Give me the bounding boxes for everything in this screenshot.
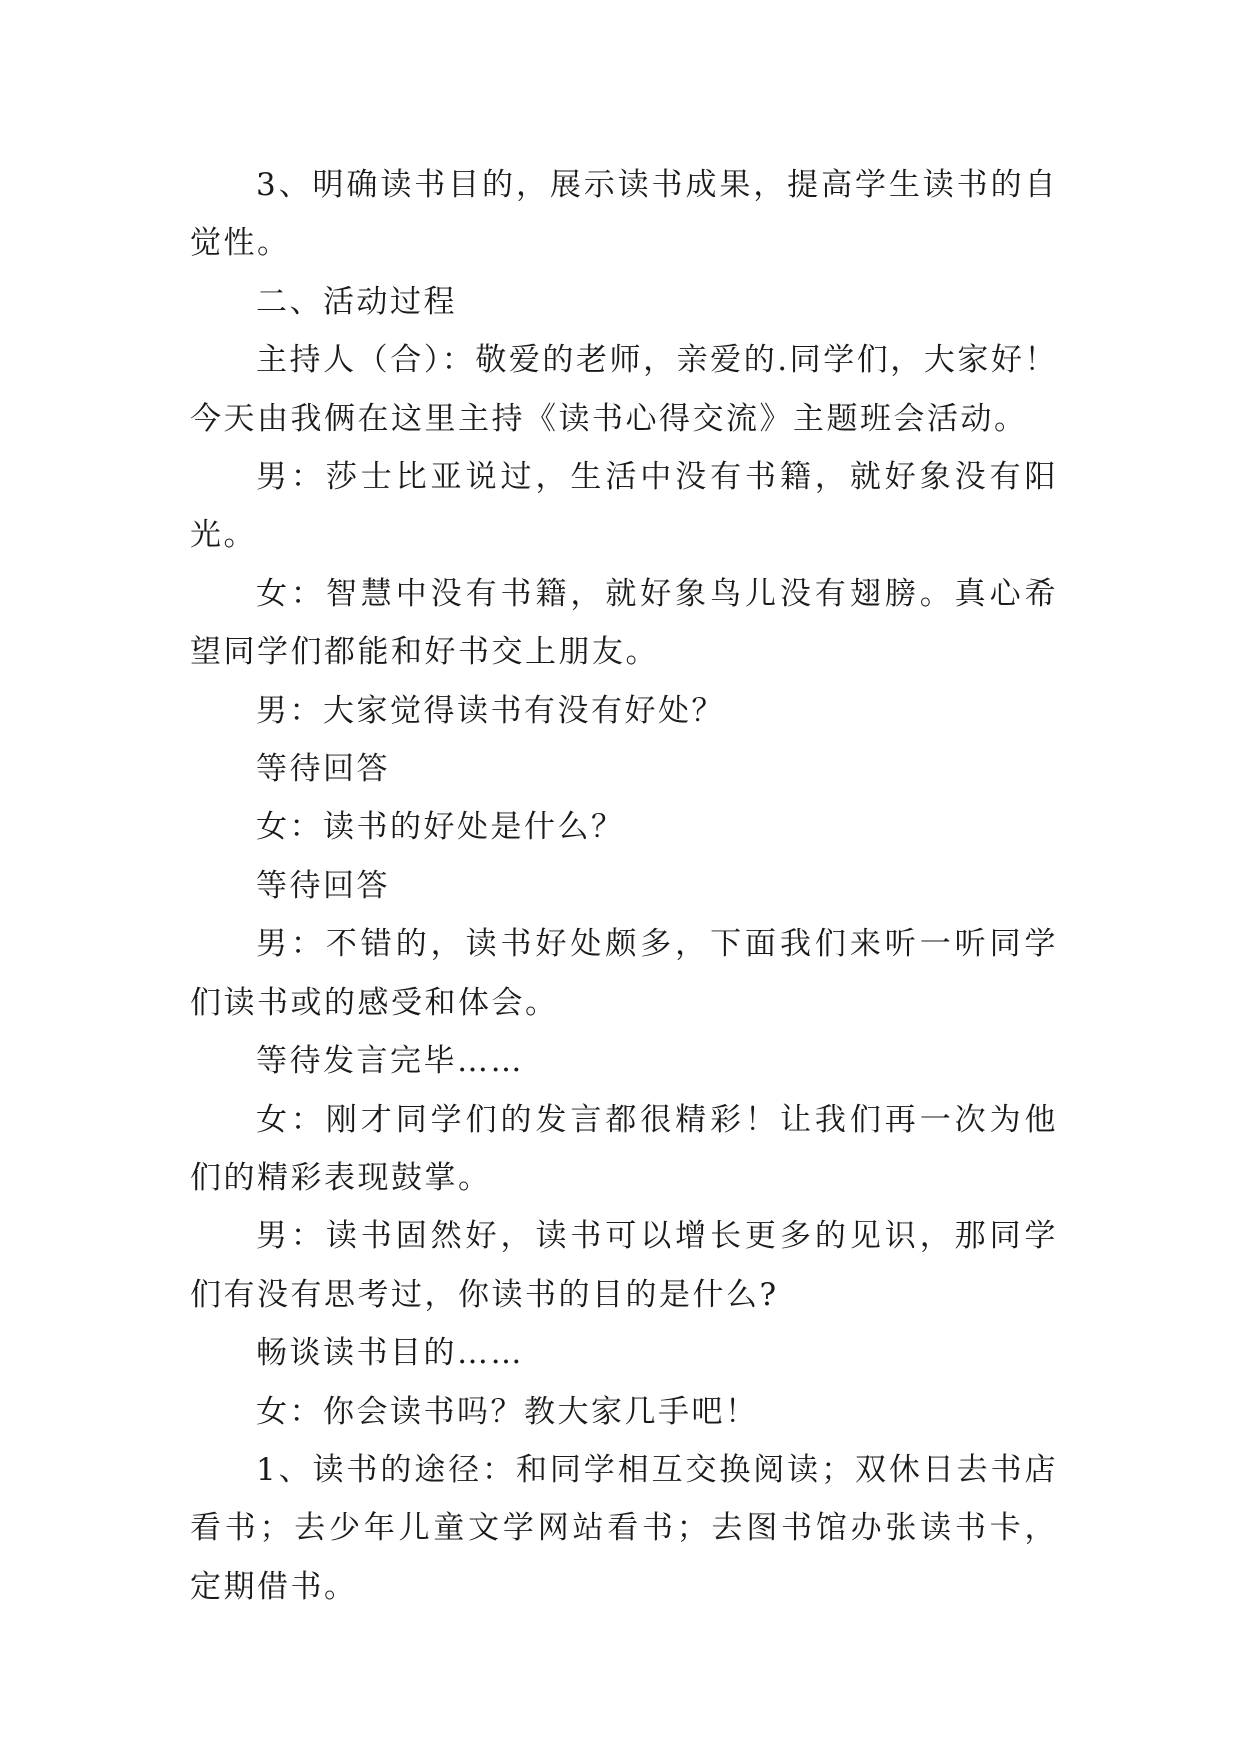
paragraph-wait-speech: 等待发言完毕……: [256, 1043, 524, 1080]
paragraph-female-applause: 女：刚才同学们的发言都很精彩！让我们再一次为他们的精彩表现鼓掌。: [190, 1101, 1058, 1196]
paragraph-female-wisdom: 女：智慧中没有书籍，就好象鸟儿没有翅膀。真心希望同学们都能和好书交上朋友。: [190, 575, 1058, 671]
paragraph-wait-answer-1: 等待回答: [256, 751, 390, 788]
paragraph-wait-answer-2: 等待回答: [256, 867, 390, 904]
paragraph-male-listen: 男：不错的，读书好处颇多，下面我们来听一听同学们读书或的感受和体会。: [190, 926, 1058, 1021]
paragraph-discuss-purpose: 畅谈读书目的……: [256, 1335, 524, 1372]
paragraph-male-question-benefit: 男：大家觉得读书有没有好处？: [256, 692, 725, 729]
paragraph-male-purpose: 男：读书固然好，读书可以增长更多的见识，那同学们有没有思考过，你读书的目的是什么?: [190, 1218, 1058, 1313]
paragraph-female-question-what: 女：读书的好处是什么？: [256, 809, 625, 846]
paragraph-goal-3: 3、明确读书目的，展示读书成果，提高学生读书的自觉性。: [190, 167, 1058, 262]
paragraph-male-shakespeare: 男：莎士比亚说过，生活中没有书籍，就好象没有阳光。: [190, 459, 1058, 554]
paragraph-hosts-opening: 主持人（合）：敬爱的老师，亲爱的.同学们，大家好！今天由我俩在这里主持《读书心得交流》主题班会活动。: [190, 342, 1058, 437]
paragraph-reading-ways: 1、读书的途径：和同学相互交换阅读；双休日去书店看书；去少年儿童文学网站看书；去图书馆办张读书卡，定期借书。: [190, 1451, 1058, 1605]
paragraph-female-how-to-read: 女：你会读书吗？教大家几手吧！: [256, 1393, 759, 1430]
section-heading-activity-process: 二、活动过程: [256, 283, 457, 320]
document-body: [190, 156, 1058, 1616]
